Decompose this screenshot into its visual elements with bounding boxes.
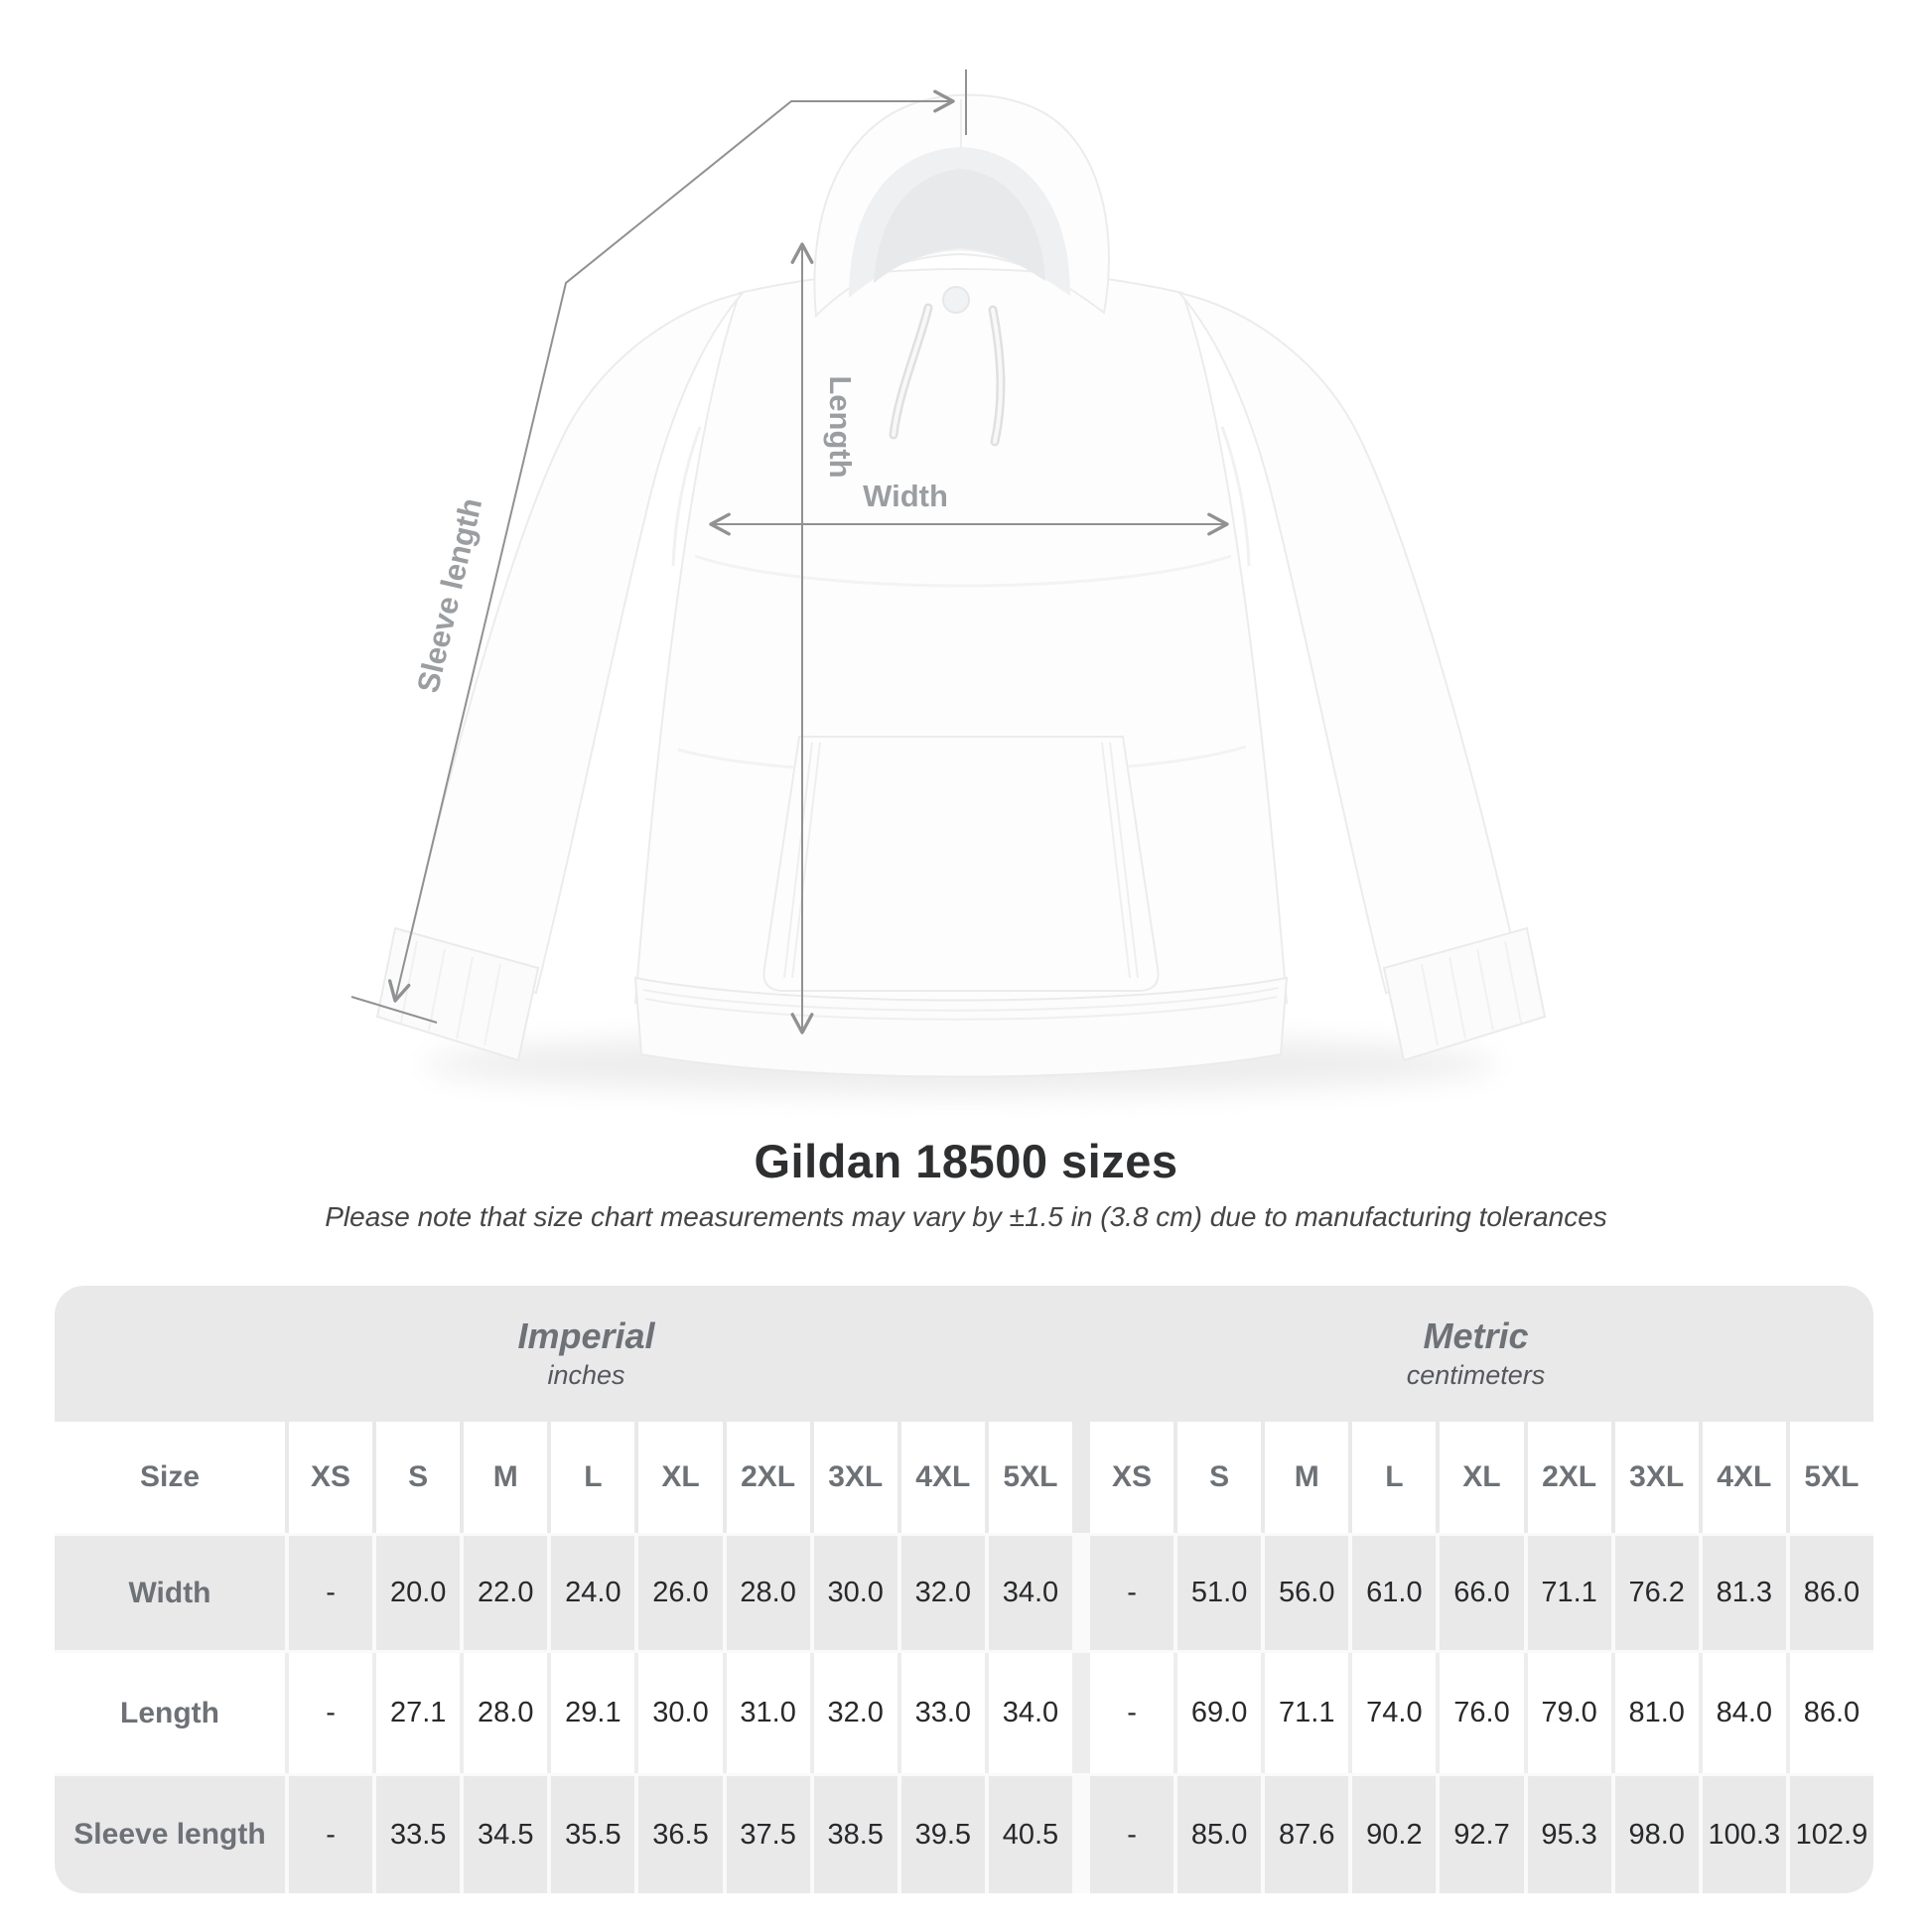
size-header-cell: S [376, 1422, 460, 1533]
value-cell: 27.1 [376, 1653, 460, 1773]
size-table [55, 1286, 1873, 1893]
value-cell: 76.2 [1615, 1536, 1699, 1650]
half-divider [1076, 1422, 1086, 1533]
value-cell: 34.0 [989, 1653, 1072, 1773]
value-cell: 38.5 [814, 1776, 897, 1893]
row-label-cell: Sleeve length [55, 1776, 285, 1893]
value-cell: 81.0 [1615, 1653, 1699, 1773]
width-row [55, 1533, 1873, 1653]
value-cell: 33.0 [901, 1653, 985, 1773]
units-band [55, 1286, 1873, 1422]
value-cell: 74.0 [1352, 1653, 1436, 1773]
size-header-cell: 4XL [1703, 1422, 1786, 1533]
value-cell: 81.3 [1703, 1536, 1786, 1650]
value-cell: 34.5 [464, 1776, 547, 1893]
value-cell: 40.5 [989, 1776, 1072, 1893]
value-cell: 87.6 [1265, 1776, 1348, 1893]
size-header-cell: 5XL [1790, 1422, 1873, 1533]
value-cell: 84.0 [1703, 1653, 1786, 1773]
value-cell: 66.0 [1440, 1536, 1523, 1650]
size-header-cell: 5XL [989, 1422, 1072, 1533]
value-cell: 86.0 [1790, 1653, 1873, 1773]
size-header-cell: 2XL [727, 1422, 810, 1533]
unit-subtitle: inches [547, 1360, 625, 1391]
half-divider [1076, 1653, 1086, 1773]
size-header-cell: XL [1440, 1422, 1523, 1533]
value-cell: 33.5 [376, 1776, 460, 1893]
value-cell: 30.0 [638, 1653, 722, 1773]
size-header-cell: 2XL [1528, 1422, 1611, 1533]
value-cell: 29.1 [551, 1653, 634, 1773]
value-cell: 56.0 [1265, 1536, 1348, 1650]
size-header-cell: XS [289, 1422, 372, 1533]
size-header-cell: 4XL [901, 1422, 985, 1533]
value-cell: 36.5 [638, 1776, 722, 1893]
half-divider [1076, 1536, 1086, 1650]
value-cell: 102.9 [1790, 1776, 1873, 1893]
value-cell: 37.5 [727, 1776, 810, 1893]
value-cell: 32.0 [814, 1653, 897, 1773]
value-cell: 28.0 [464, 1653, 547, 1773]
row-label-cell: Width [55, 1536, 285, 1650]
half-divider [1076, 1776, 1086, 1893]
measurement-row [55, 1776, 1873, 1893]
unit-group-imperial [55, 1286, 1078, 1422]
value-cell: - [1090, 1776, 1173, 1893]
unit-name: Imperial [517, 1315, 655, 1357]
hoodie-garment [377, 95, 1545, 1094]
unit-group-metric [1078, 1286, 1873, 1422]
value-cell: 61.0 [1352, 1536, 1436, 1650]
value-cell: 34.0 [989, 1536, 1072, 1650]
row-label-cell: Length [55, 1653, 285, 1773]
value-cell: 71.1 [1265, 1653, 1348, 1773]
page-title: Gildan 18500 sizes [754, 1135, 1178, 1187]
value-cell: 22.0 [464, 1536, 547, 1650]
value-cell: 98.0 [1615, 1776, 1699, 1893]
size-header-cell: M [1265, 1422, 1348, 1533]
sleeve-length-label: Sleeve length [410, 494, 489, 696]
measurement-row [55, 1536, 1873, 1650]
unit-name: Metric [1423, 1315, 1529, 1357]
size-header-cell: 3XL [814, 1422, 897, 1533]
length-row [55, 1653, 1873, 1773]
value-cell: 24.0 [551, 1536, 634, 1650]
measurement-row [55, 1653, 1873, 1773]
value-cell: 35.5 [551, 1776, 634, 1893]
value-cell: 39.5 [901, 1776, 985, 1893]
value-cell: 32.0 [901, 1536, 985, 1650]
hoodie-pocket [763, 737, 1158, 991]
value-cell: - [289, 1776, 372, 1893]
value-cell: - [289, 1536, 372, 1650]
value-cell: 76.0 [1440, 1653, 1523, 1773]
value-cell: 90.2 [1352, 1776, 1436, 1893]
size-header-cell: S [1177, 1422, 1261, 1533]
size-header-cell: 3XL [1615, 1422, 1699, 1533]
value-cell: 79.0 [1528, 1653, 1611, 1773]
tolerance-note: Please note that size chart measurements may vary by ±1.5 in (3.8 cm) due to manufacturing tolerances [325, 1201, 1607, 1232]
value-cell: 51.0 [1177, 1536, 1261, 1650]
width-label: Width [863, 479, 948, 513]
length-label: Length [823, 375, 858, 479]
size-header-cell: M [464, 1422, 547, 1533]
size-header-cell: L [551, 1422, 634, 1533]
value-cell: 31.0 [727, 1653, 810, 1773]
value-cell: 20.0 [376, 1536, 460, 1650]
size-column-header: Size [55, 1422, 285, 1533]
value-cell: 30.0 [814, 1536, 897, 1650]
value-cell: 28.0 [727, 1536, 810, 1650]
size-header-cell: XS [1090, 1422, 1173, 1533]
value-cell: 69.0 [1177, 1653, 1261, 1773]
value-cell: 26.0 [638, 1536, 722, 1650]
size-header-row [55, 1422, 1873, 1533]
value-cell: - [1090, 1536, 1173, 1650]
value-cell: 71.1 [1528, 1536, 1611, 1650]
size-header-cell: L [1352, 1422, 1436, 1533]
value-cell: 85.0 [1177, 1776, 1261, 1893]
value-cell: - [289, 1653, 372, 1773]
value-cell: 86.0 [1790, 1536, 1873, 1650]
value-cell: 100.3 [1703, 1776, 1786, 1893]
size-header-cell: XL [638, 1422, 722, 1533]
value-cell: - [1090, 1653, 1173, 1773]
unit-subtitle: centimeters [1406, 1360, 1546, 1391]
value-cell: 95.3 [1528, 1776, 1611, 1893]
sleeve-length-row [55, 1773, 1873, 1893]
value-cell: 92.7 [1440, 1776, 1523, 1893]
